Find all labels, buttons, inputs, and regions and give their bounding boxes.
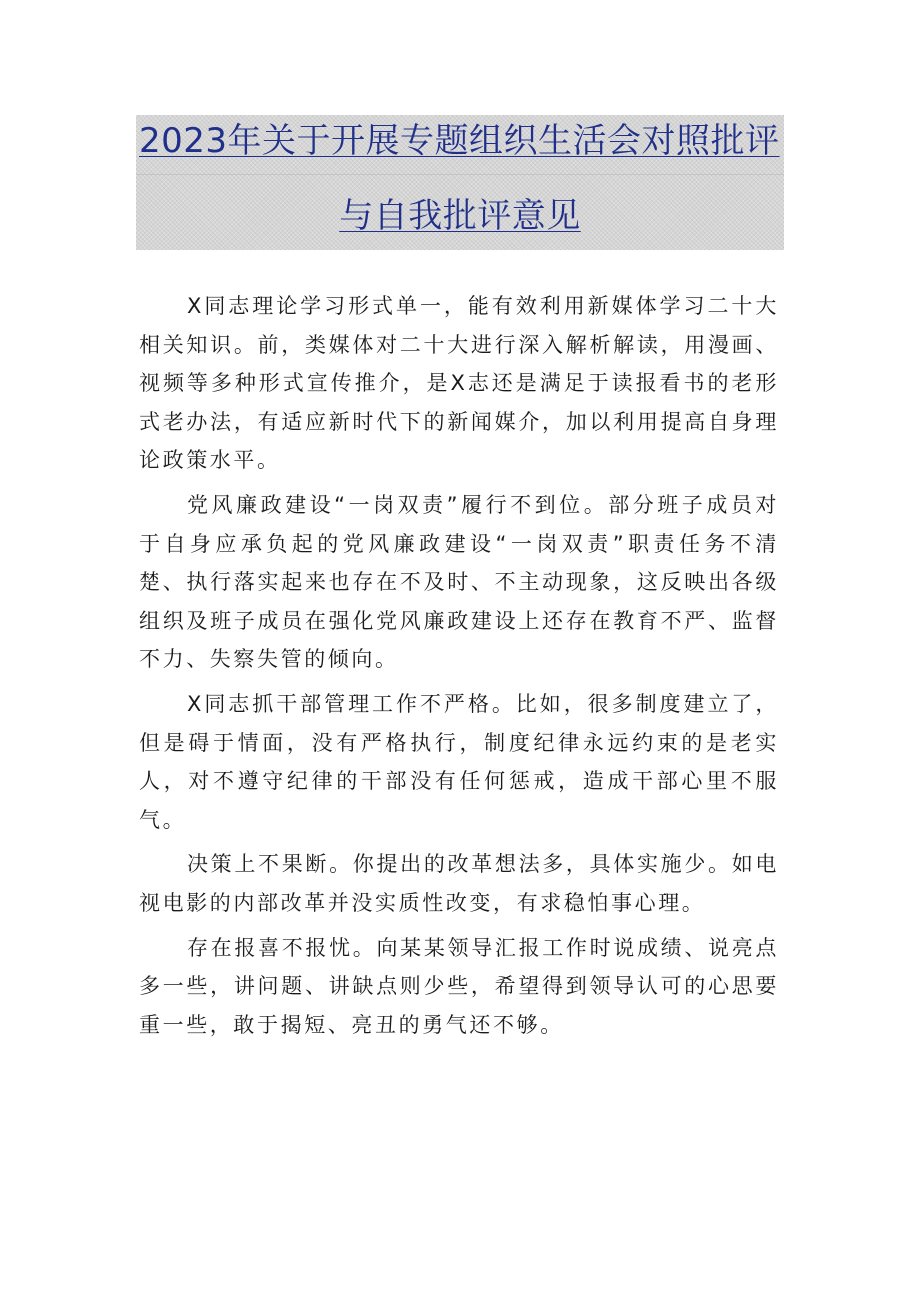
paragraph: 党风廉政建设“一岗双责”履行不到位。部分班子成员对于自身应承负起的党风廉政建设“一岗双责”职责任务不清楚、执行落实起来也存在不及时、不主动现象，这反映出各级组织及班子成员在强化党风廉政建设上还存在教育不严、监督不力、失察失管的倾向。 — [139, 492, 779, 672]
document-title-line-2 — [136, 196, 784, 236]
title-line-2-text: 与自我批评意见 — [339, 196, 581, 236]
document-body — [139, 287, 779, 1050]
title-divider — [136, 174, 784, 175]
paragraph: 存在报喜不报忧。向某某领导汇报工作时说成绩、说亮点多一些，讲问题、讲缺点则少些，希望得到领导认可的心思要重一些，敢于揭短、亮丑的勇气还不够。 — [139, 935, 779, 1037]
title-line-1-text: 2023年关于开展专题组织生活会对照批评 — [139, 121, 780, 161]
document-title-line-1 — [136, 121, 787, 161]
paragraph: X同志抓干部管理工作不严格。比如，很多制度建立了，但是碍于情面，没有严格执行，制度纪律永远约束的是老实人，对不遵守纪律的干部没有任何惩戒，造成干部心里不服气。 — [139, 691, 779, 832]
paragraph: 决策上不果断。你提出的改革想法多，具体实施少。如电视电影的内部改革并没实质性改变，有求稳怕事心理。 — [139, 852, 779, 915]
paragraph: X同志理论学习形式单一，能有效利用新媒体学习二十大相关知识。前，类媒体对二十大进行深入解析解读，用漫画、视频等多种形式宣传推介，是X志还是满足于读报看书的老形式老办法，有适应新时代下的新闻媒介，加以利用提高自身理论政策水平。 — [139, 294, 779, 473]
